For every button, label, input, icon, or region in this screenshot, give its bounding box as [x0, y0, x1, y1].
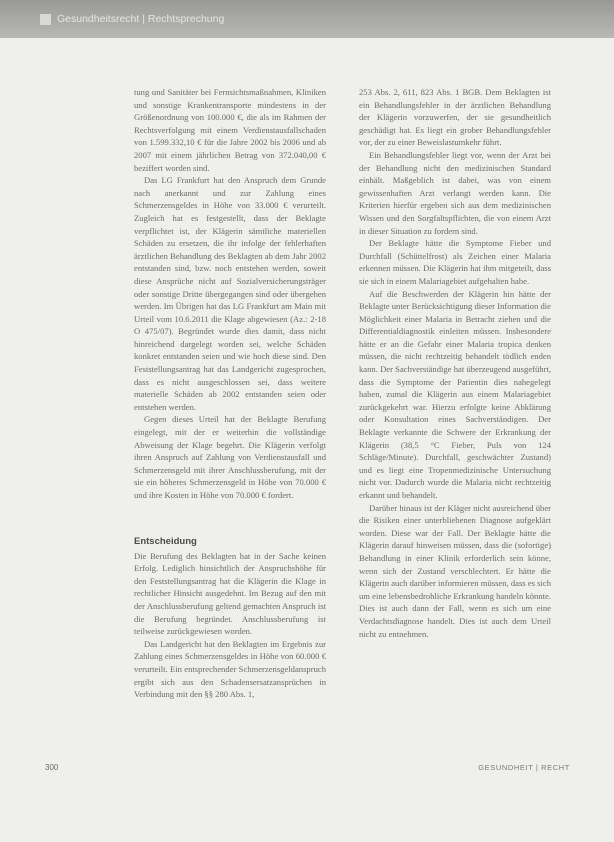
paragraph: Die Berufung des Beklagten hat in der Sache keinen Erfolg. Lediglich hinsichtlich der Anspruchshöhe für den Feststellungsantrag hat die Klägerin die Klage in rechtlicher Hinsicht ausgedehnt. Im Bezug auf den mit der Anschlussberufung geltend gemachten Anspruch ist die Berufung begründet. Anschlussberufung ist teilweise zurückgewiesen worden. [134, 550, 326, 637]
page-number: 300 [45, 763, 59, 772]
journal-name: GESUNDHEIT | RECHT [478, 763, 570, 772]
paragraph: Der Beklagte hätte die Symptome Fieber und Durchfall (Schüttelfrost) als Zeichen einer Malaria erkennen müssen. Die Klägerin hat ihm mitgeteilt, dass sie sich in einem Malariagebiet aufgehalten habe. [359, 238, 551, 286]
paragraph: Darüber hinaus ist der Kläger nicht ausreichend über die Risiken einer unterbliebenen Diagnose aufgeklärt worden. Diese war der Fall. Der Beklagte hätte die Klägerin darauf hinweisen müssen, dass die (sofortige) Behandlung in einer Klinik erforderlich sein könne, wenn sich der Zustand verschlechtert. Er hätte die Klägerin auch darüber informieren müssen, dass es sich um eine lebensbedrohliche Erkrankung handeln könnte. Dies ist auch dann der Fall, wenn es sich um eine Verdachtsdiagnose handelt. Dies ist auch dem Urteil nicht zu entnehmen. [359, 502, 551, 639]
right-column [359, 86, 551, 640]
header-bar [0, 0, 614, 38]
left-column [134, 86, 326, 701]
section-marker-icon [40, 14, 51, 25]
paragraph: Auf die Beschwerden der Klägerin hin hätte der Beklagte unter Berücksichtigung dieser Information die Möglichkeit einer Malaria in Betracht ziehen und die Differentialdiagnostik einleiten müssen. Insbesondere hätte er an die Gefahr einer Malaria tropica denken müssen, die nicht rechtzeitig behandelt tödlich enden kann. Der Sachverständige hat überzeugend ausgeführt, dass die Symptome der Patientin dies nahegelegt haben, zumal die Klägerin aus einem Malariagebiet zurückgekehrt war. Hierzu erfolgte keine Abklärung oder Konsultation eines Sachverständigen. Der Beklagte verkannte die Schwere der Erkrankung der Klägerin (38,5 °C Fieber, Puls von 124 Schläge/Minute). Durchfall, geschwächter Zustand) und es liegt eine Tropenmedizinische Untersuchung nicht vor. Dadurch wurde die Malaria nicht rechtzeitig erkannt und behandelt. [359, 288, 551, 500]
paragraph: 253 Abs. 2, 611, 823 Abs. 1 BGB. Dem Beklagten ist ein Behandlungsfehler in der ärztlichen Behandlung der Klägerin vorzuwerfen, der sie gesundheitlich geschädigt hat. Es liegt ein grober Behandlungsfehler vor, der zu einer Beweislastumkehr führt. [359, 87, 551, 148]
paragraph: tung und Sanitäter bei Fernsichtsmaßnahmen, Kliniken und sonstige Krankentransporte mindestens in der Größenordnung von 100.000 €, die als im Rahmen der Rechtsverfolgung mit einem Verdienstausfallschaden von 1.599.332,10 € für die Jahre 2002 bis 2006 und ab 2007 mit einem jährlichen Betrag von 372.040,00 € beziffert worden sind. [134, 87, 326, 173]
section-heading-decision: Entscheidung [134, 535, 197, 547]
paragraph: Das LG Frankfurt hat den Anspruch dem Grunde nach anerkannt und zur Zahlung eines Schmerzensgeldes in Höhe von 33.000 € verurteilt. Zugleich hat es festgestellt, dass der Beklagte verpflichtet ist, der Klägerin sämtliche materiellen Schäden zu ersetzen, die ihr infolge der fehlerhaften ärztlichen Behandlung des Beklagten ab dem Jahr 2002 entstanden sind, bzw. noch entstehen werden, soweit diese Ansprüche nicht auf Sozialversicherungsträger oder sonstige Dritte übergegangen sind oder übergehen werden. Im Übrigen hat das LG Frankfurt am Main mit Urteil vom 10.6.2011 die Klage abgewiesen (Az.: 2-18 O 475/07). Begründet wurde dies damit, dass nicht hinreichend dargelegt worden sei, welche Schäden konkret entstanden seien und wie hoch diese sind. Den Feststellungsantrag hat das Landgericht zugesprochen, dass es nicht ausgeschlossen sei, dass weitere materielle Schäden ab 2002 entstanden seien oder entstehen werden. [134, 175, 326, 412]
paragraph: Gegen dieses Urteil hat der Beklagte Berufung eingelegt, mit der er weiterhin die vollständige Abweisung der Klage begehrt. Die Klägerin verfolgt ihren Anspruch auf Zahlung von Verdienstausfall und Schmerzensgeld mit ihrer Anschlussberufung, mit der sie ein höheres Schmerzensgeld in Höhe von 70.000 € und ihre Kosten in Höhe von 70.000 € fordert. [134, 414, 326, 500]
paragraph: Ein Behandlungsfehler liegt vor, wenn der Arzt bei der Behandlung nicht den medizinischen Standard einhält. Maßgeblich ist dabei, was von einem gewissenhaften Arzt verlangt werden kann. Die Kriterien hierfür ergeben sich aus dem medizinischen Wissen und den Sorgfaltspflichten, die von einem Arzt in dieser Situation zu fordern sind. [359, 149, 551, 236]
running-header: Gesundheitsrecht | Rechtsprechung [57, 13, 225, 25]
paragraph: Das Landgericht hat den Beklagten im Ergebnis zur Zahlung eines Schmerzensgeldes in Höhe von 60.000 € verurteilt. Ein entsprechender Schmerzensgeldanspruch ergibt sich aus den Schadensersatzansprüchen in Verbindung mit den §§ 280 Abs. 1, [134, 638, 326, 700]
